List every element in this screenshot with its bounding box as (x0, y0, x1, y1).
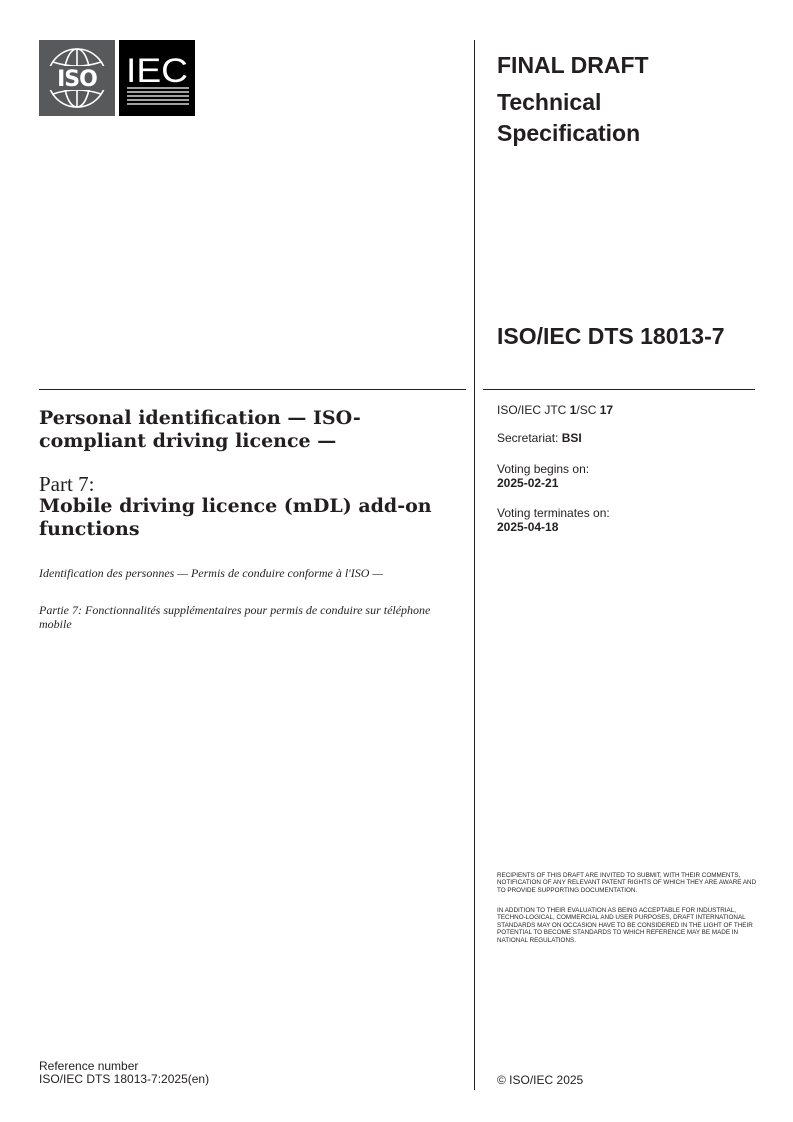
secretariat-value: BSI (561, 431, 582, 445)
title-divider-left (39, 389, 466, 390)
patent-notice: RECIPIENTS OF THIS DRAFT ARE INVITED TO SUBMIT, WITH THEIR COMMENTS, NOTIFICATION OF ANY RELEVANT PATENT RIGHTS OF WHICH THEY ARE AWARE AND TO PROVIDE SUPPORTING DOCUMENTATION. (497, 872, 757, 894)
committee-prefix: ISO/IEC JTC (497, 403, 570, 417)
french-part-title: Partie 7: Fonctionnalités supplémentaires pour permis de conduire sur téléphone mobile (39, 603, 431, 631)
iec-logo (119, 40, 195, 116)
vertical-divider (474, 40, 475, 1090)
voting-ends (497, 506, 610, 534)
reference-label: Reference number (39, 1059, 139, 1073)
secretariat-label: Secretariat: (497, 431, 562, 445)
sc-number: 17 (599, 403, 614, 417)
iso-globe-icon (39, 40, 115, 116)
voting-begins (497, 462, 589, 490)
french-main-title: Identification des personnes — Permis de conduire conforme à l'ISO — (39, 566, 384, 580)
committee (497, 403, 613, 417)
evaluation-notice: IN ADDITION TO THEIR EVALUATION AS BEING ACCEPTABLE FOR INDUSTRIAL, TECHNO-LOGICAL, COMMERCIAL AND USER PURPOSES, DRAFT INTERNATIONAL STANDARDS MAY ON OCCASION HAVE TO BE CONSIDERED IN THE LIGHT OF THEIR POTENTIAL TO BECOME STANDARDS TO WHICH REFERENCE MAY BE MADE IN NATIONAL REGULATIONS. (497, 907, 753, 944)
secretariat (497, 431, 582, 445)
voting-ends-label: Voting terminates on: (497, 506, 610, 520)
main-title: Personal identification — ISO-compliant driving licence — (39, 407, 361, 452)
jtc-number: 1 (569, 403, 577, 417)
document-type: Technical Specification (497, 89, 641, 146)
document-number: ISO/IEC DTS 18013-7 (497, 323, 725, 349)
voting-begins-date: 2025-02-21 (497, 476, 559, 490)
reference-number: ISO/IEC DTS 18013-7:2025(en) (39, 1072, 210, 1086)
sc-prefix: /SC (576, 403, 600, 417)
part-title: Mobile driving licence (mDL) add-on functions (39, 495, 432, 540)
iso-logo-text: ISO (57, 67, 97, 92)
copyright: © ISO/IEC 2025 (497, 1073, 584, 1087)
voting-ends-date: 2025-04-18 (497, 520, 559, 534)
part-label: Part 7: (39, 472, 95, 496)
iso-logo (39, 40, 115, 116)
title-divider-right (483, 389, 755, 390)
draft-status: FINAL DRAFT (497, 52, 649, 78)
voting-begins-label: Voting begins on: (497, 462, 590, 476)
iec-logo-text: IEC (126, 52, 188, 90)
iec-mark-icon (119, 40, 195, 116)
